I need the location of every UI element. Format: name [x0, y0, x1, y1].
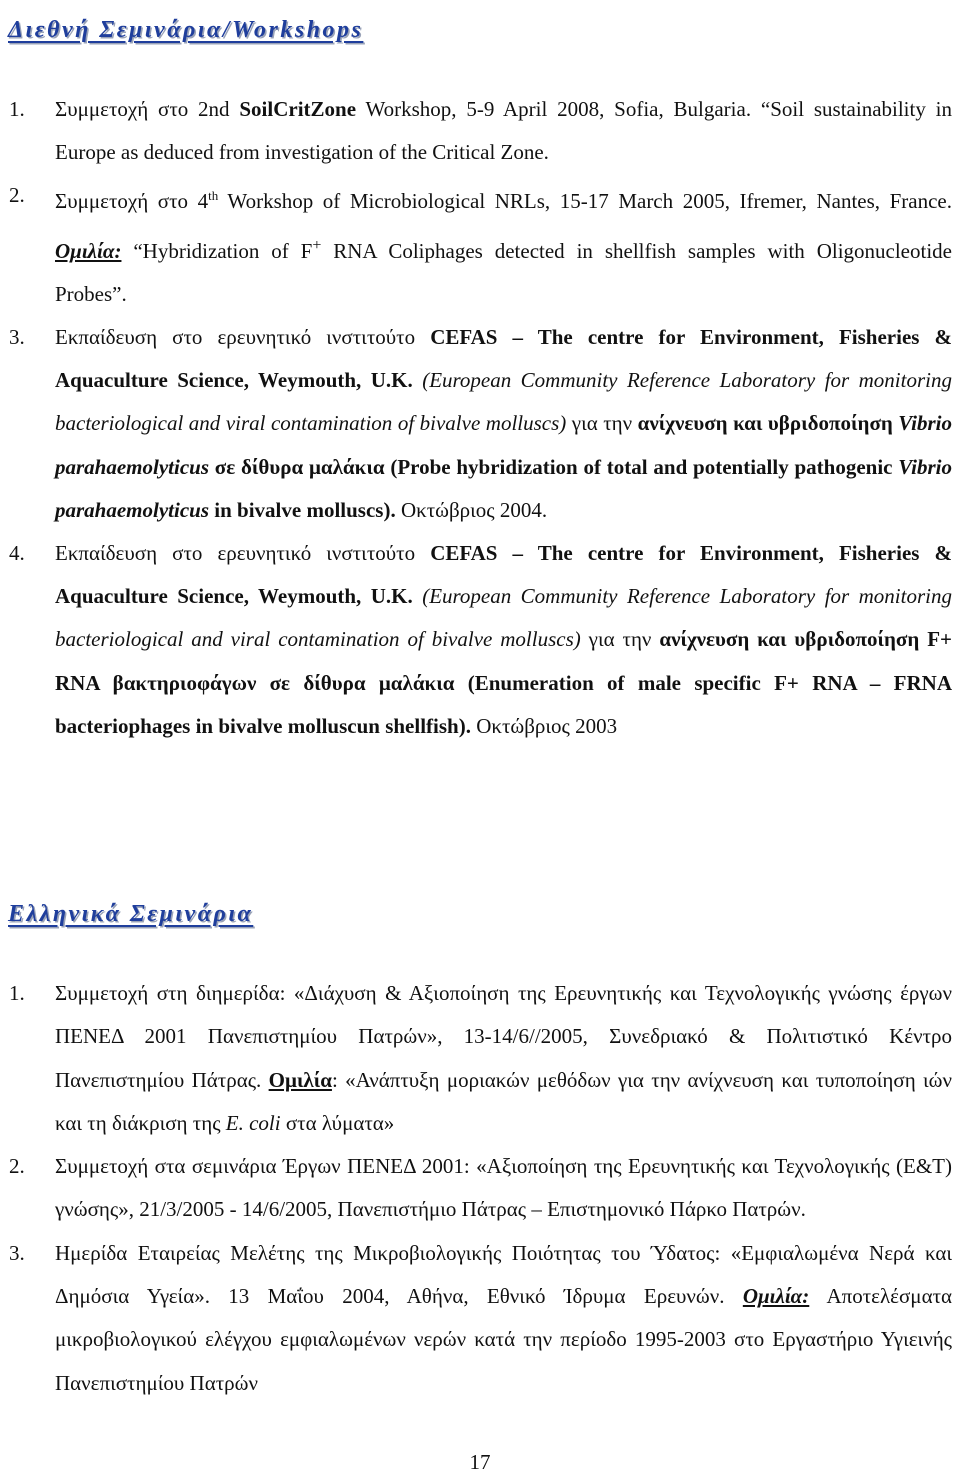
item-number: 1.	[9, 97, 25, 121]
list-item: 1. Συμμετοχή στο 2nd SoilCritZone Workshop, 5-9 April 2008, Sofia, Bulgaria. “Soil sustainability in Europe as deduced from investigation of the Critical Zone.	[0, 88, 952, 174]
item-number: 2.	[9, 1154, 25, 1179]
international-seminars-list	[0, 88, 952, 748]
item-number: 3.	[9, 325, 25, 350]
section-title-greek: Ελληνικά Σεμινάρια	[8, 901, 254, 927]
talk-label: Ομιλία:	[742, 1284, 810, 1309]
list-item: 2. Συμμετοχή στο 4th Workshop of Microbiological NRLs, 15-17 March 2005, Ifremer, Nantes, France. Ομιλία: “Hybridization of F+ RNA Coliphages detected in shellfish samples with Oligonucleotide Probes”.	[0, 174, 952, 316]
item-number: 3.	[9, 1240, 25, 1265]
item-number: 4.	[9, 541, 25, 566]
list-item: 2. Συμμετοχή στα σεμινάρια Έργων ΠΕΝΕΔ 2001: «Αξιοποίηση της Ερευνητικής και Τεχνολογικής (Ε&Τ) γνώσης», 21/3/2005 - 14/6/2005, Πανεπιστήμιο Πάτρας – Επιστημονικό Πάρκο Πατρών.	[0, 1145, 952, 1232]
list-item: 1. Συμμετοχή στη διημερίδα: «Διάχυση & Αξιοποίηση της Ερευνητικής και Τεχνολογικής γνώσης έργων ΠΕΝΕΔ 2001 Πανεπιστημίου Πατρών», 13-14/6//2005, Συνεδριακό & Πολιτιστικό Κέντρο Πανεπιστημίου Πάτρας. Ομιλία: «Ανάπτυξη μοριακών μεθόδων για την ανίχνευση και τυποποίηση ιών και τη διάκριση της E. coli στα λύματα»	[0, 972, 952, 1145]
item-number: 2.	[9, 183, 25, 208]
list-item: 3. Εκπαίδευση στο ερευνητικό ινστιτούτο CEFAS – The centre for Environment, Fisheries & Aquaculture Science, Weymouth, U.K. (European Community Reference Laboratory for monitoring bacteriological and viral contamination of bivalve molluscs) για την ανίχνευση και υβριδοποίηση Vibrio parahaemolyticus σε δίθυρα μαλάκια (Probe hybridization of total and potentially pathogenic Vibrio parahaemolyticus in bivalve molluscs). Οκτώβριος 2004.	[0, 316, 952, 532]
list-item: 3. Ημερίδα Εταιρείας Μελέτης της Μικροβιολογικής Ποιότητας του Ύδατος: «Εμφιαλωμένα Νερά και Δημόσια Υγεία». 13 Μαΐου 2004, Αθήνα, Εθνικό Ίδρυμα Ερευνών. Ομιλία: Αποτελέσματα μικροβιολογικού ελέγχου εμφιαλωμένων νερών κατά την περίοδο 1995-2003 στο Εργαστήριο Υγιεινής Πανεπιστημίου Πατρών	[0, 1232, 952, 1405]
item-number: 1.	[9, 981, 25, 1005]
talk-label: Ομιλία	[268, 1067, 332, 1092]
section-title-international: Διεθνή Σεμινάρια/Workshops	[8, 17, 364, 43]
page-number: 17	[469, 1450, 491, 1474]
greek-seminars-list	[0, 972, 952, 1405]
talk-label: Ομιλία:	[55, 238, 122, 263]
list-item: 4. Εκπαίδευση στο ερευνητικό ινστιτούτο CEFAS – The centre for Environment, Fisheries & Aquaculture Science, Weymouth, U.K. (European Community Reference Laboratory for monitoring bacteriological and viral contamination of bivalve molluscs) για την ανίχνευση και υβριδοποίηση F+ RNA βακτηριοφάγων σε δίθυρα μαλάκια (Enumeration of male specific F+ RNA – FRNA bacteriophages in bivalve molluscun shellfish). Οκτώβριος 2003	[0, 532, 952, 748]
